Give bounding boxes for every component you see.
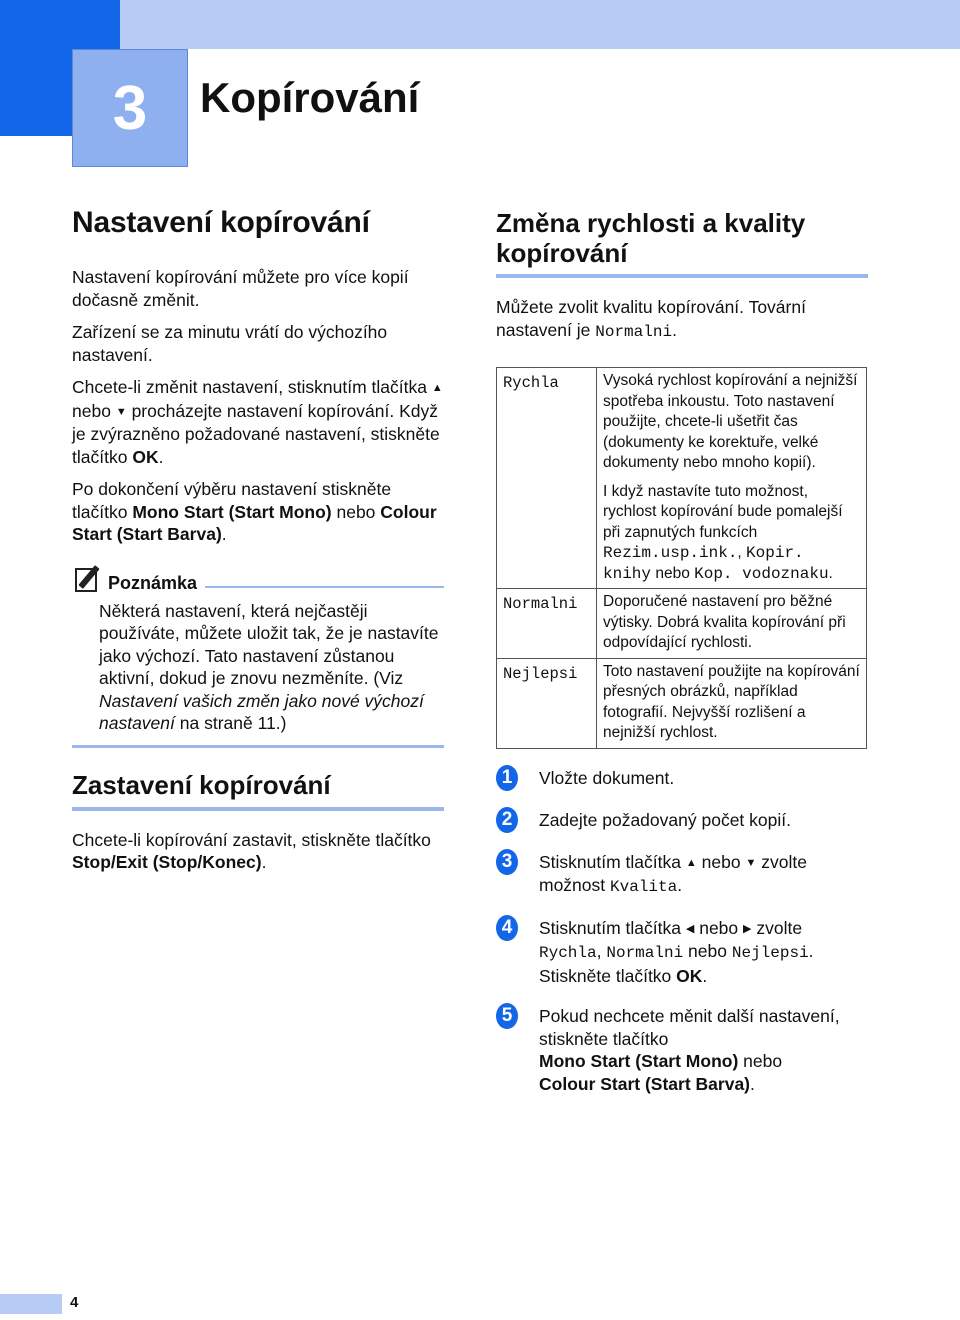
note-header: [72, 564, 444, 594]
right-arrow-icon: ▶: [743, 922, 752, 935]
stop-section: [72, 770, 444, 874]
table-value: Toto nastavení použijte na kopírování přesných obrázků, například fotografií. Nejvyšší rozlišení a nejnižší rychlost.: [597, 658, 867, 748]
mono-start-key-label: Mono Start (Start Mono): [132, 501, 332, 522]
note-pencil-icon: [72, 564, 104, 594]
chapter-number: 3: [112, 73, 148, 143]
table-value: Vysoká rychlost kopírování a nejnižší spotřeba inkoustu. Toto nastavení použijte, chcete-li ušetřit čas (dokumenty ke korektuře, velké dokumenty nebo mnoho kopií). I když nastavíte tuto možnost, rychlost kopírování bude pomalejší při zapnutých funkcích Rezim.usp.ink., Kopir. knihy nebo Kop. vodoznaku.: [597, 368, 867, 589]
step-number-badge: 4: [496, 915, 518, 941]
chapter-number-box: [72, 49, 188, 167]
ok-key-label: OK: [676, 965, 703, 986]
paragraph: Nastavení kopírování můžete pro více kopií dočasně změnit.: [72, 267, 409, 310]
paragraph: Můžete zvolit kvalitu kopírování. Tovární nastavení je Normalni.: [496, 297, 806, 341]
note-title: Poznámka: [108, 572, 198, 593]
section-heading-stop: Zastavení kopírování: [72, 769, 331, 800]
table-key: Rychla: [497, 368, 597, 589]
step-number-badge: 5: [496, 1003, 518, 1029]
steps-list: [496, 767, 868, 1096]
chapter-title: Kopírování: [200, 74, 420, 121]
step-text: Stisknutím tlačítka ▲ nebo ▼ zvolte možnost Kvalita.: [539, 851, 807, 896]
paragraph: Zařízení se za minutu vrátí do výchozího nastavení.: [72, 322, 388, 365]
section-heading-quality: Změna rychlosti a kvality kopírování: [496, 208, 806, 268]
cross-reference: Nastavení vašich změn jako nové výchozí nastavení: [99, 690, 424, 733]
table-key: Normalni: [497, 589, 597, 659]
step-number-badge: 2: [496, 807, 518, 833]
right-column: [496, 208, 868, 1113]
colour-start-key-label: Colour Start (Start Barva): [72, 501, 437, 544]
step-number-badge: 3: [496, 849, 518, 875]
note-box: [72, 564, 444, 748]
ok-key-label: OK: [132, 446, 159, 467]
step-text: Pokud nechcete měnit další nastavení, stiskněte tlačítko Mono Start (Start Mono) nebo Colour Start (Start Barva).: [539, 1006, 840, 1094]
page-number: 4: [70, 1294, 79, 1311]
table-row: [497, 368, 867, 589]
step-text: Zadejte požadovaný počet kopií.: [539, 809, 791, 830]
step-text: Stisknutím tlačítka ◀ nebo ▶ zvolte Rychla, Normalni nebo Nejlepsi. Stiskněte tlačítko OK.: [539, 917, 814, 986]
paragraph: Po dokončení výběru nastavení stiskněte tlačítko Mono Start (Start Mono) nebo Colour Start (Start Barva).: [72, 479, 437, 544]
paragraph: Chcete-li kopírování zastavit, stiskněte tlačítko Stop/Exit (Stop/Konec).: [72, 829, 431, 872]
section-rule: [72, 807, 444, 811]
stop-exit-key-label: Stop/Exit (Stop/Konec): [72, 852, 262, 872]
mono-start-key-label: Mono Start (Start Mono): [539, 1051, 739, 1071]
step-number-badge: 1: [496, 765, 518, 791]
section-heading-settings: Nastavení kopírování: [72, 206, 370, 239]
table-key: Nejlepsi: [497, 658, 597, 748]
note-bottom-rule: [72, 745, 444, 748]
default-value: Normalni: [595, 322, 673, 341]
step-item: [496, 851, 868, 899]
down-arrow-icon: ▼: [115, 405, 127, 418]
table-row: [497, 658, 867, 748]
up-arrow-icon: ▲: [685, 856, 697, 869]
section-rule: [496, 274, 868, 278]
left-column: [72, 206, 444, 884]
up-arrow-icon: ▲: [431, 382, 443, 394]
left-arrow-icon: ◀: [685, 922, 695, 935]
step-item: [496, 767, 868, 791]
down-arrow-icon: ▼: [745, 856, 757, 869]
quality-table: [496, 367, 867, 749]
note-divider: [205, 586, 444, 588]
step-text: Vložte dokument.: [539, 767, 675, 788]
table-row: [497, 589, 867, 659]
note-text: Některá nastavení, která nejčastěji používáte, můžete uložit tak, že je nastavíte jako výchozí. Tato nastavení zůstanou aktivní, dokud je znovu nezměníte. (Viz Nastavení vašich změn jako nové výchozí nastavení na straně 11.): [99, 600, 439, 733]
step-item: [496, 917, 868, 988]
table-value: Doporučené nastavení pro běžné výtisky. Dobrá kvalita kopírování při odpovídající rychlosti.: [597, 589, 867, 659]
header-band-light: [120, 0, 960, 49]
colour-start-key-label: Colour Start (Start Barva): [539, 1073, 751, 1094]
paragraph: Chcete-li změnit nastavení, stisknutím tlačítka ▲ nebo ▼ procházejte nastavení kopírování. Když je zvýrazněno požadované nastavení, stiskněte tlačítko OK.: [72, 377, 443, 467]
step-item: [496, 809, 868, 833]
step-item: [496, 1005, 868, 1095]
footer-band: [0, 1294, 62, 1314]
